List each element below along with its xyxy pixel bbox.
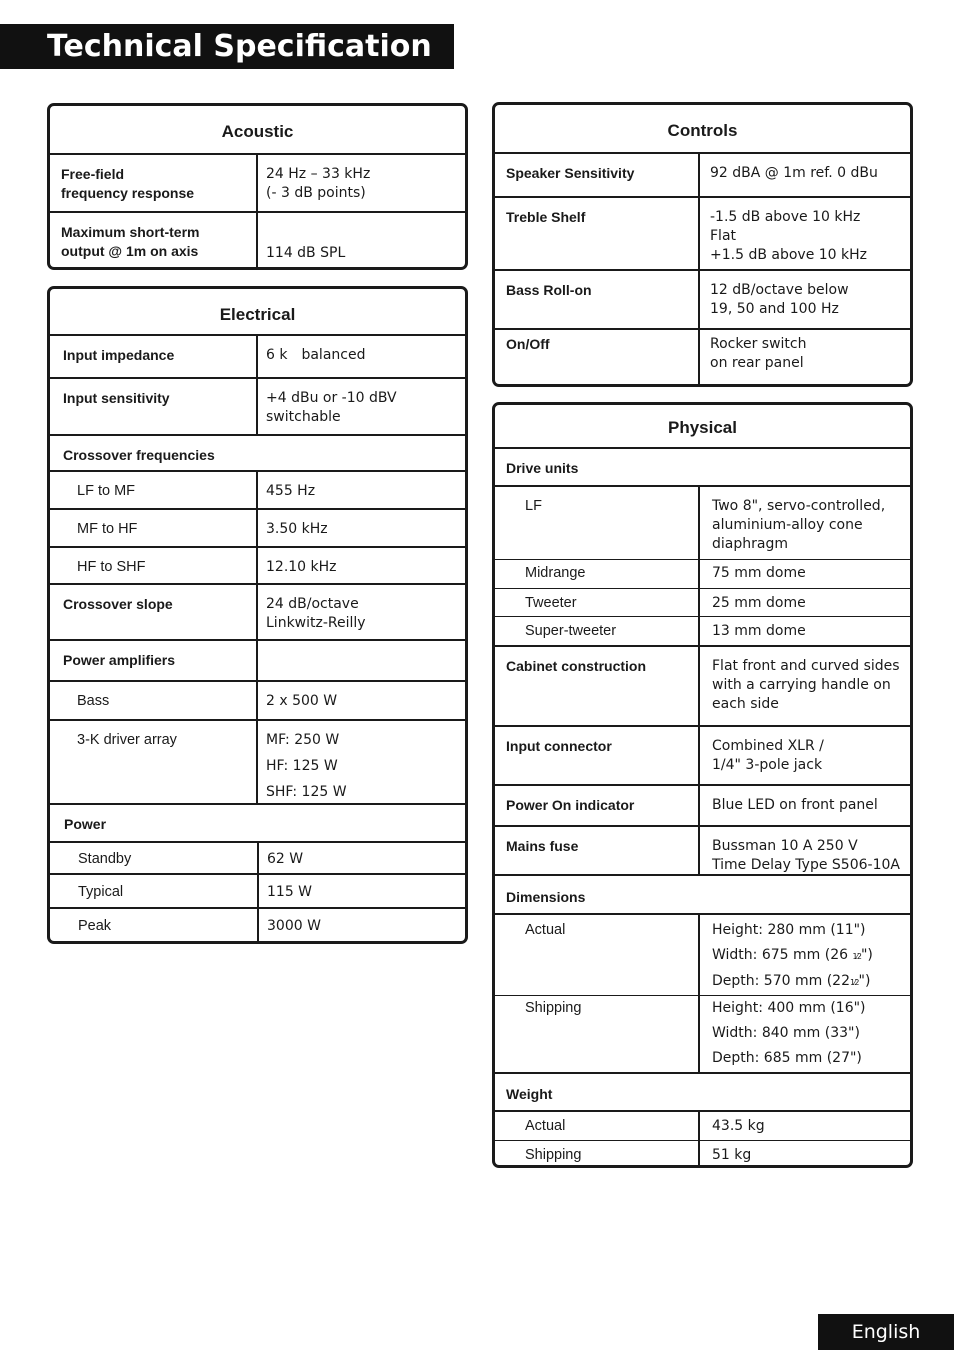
row-label: HF to SHF [50,548,258,583]
table-row [495,996,910,1074]
value-line: each side [712,696,779,712]
value-text: Width: 675 mm (26 [712,947,849,963]
row-label: MF to HF [50,510,258,546]
table-row [50,909,465,944]
value-line: 12 dB/octave below [710,282,849,298]
row-label: Bass [50,682,258,719]
value-text: ") [860,947,873,963]
table-row [50,843,465,875]
electrical-table [47,286,468,944]
table-row [495,589,910,617]
table-row [495,154,910,198]
value-text: Depth: 570 mm (22 [712,973,850,989]
value-line: Combined XLR / [712,738,824,754]
value-line: 3.50 kHz [266,521,328,537]
table-row [50,379,465,436]
section-label: Dimensions [506,889,586,905]
value-line: 75 mm dome [712,565,806,581]
row-value [700,1112,765,1140]
value-line [712,969,873,995]
value-line: 62 W [267,851,304,867]
value-line: Flat front and curved sides [712,658,900,674]
row-value [258,155,370,211]
section-row [495,449,910,487]
table-row [50,472,465,510]
table-row [50,548,465,585]
row-value [700,1141,751,1168]
row-label: LF [495,487,700,559]
row-label: LF to MF [50,472,258,508]
value-line: +1.5 dB above 10 kHz [710,247,868,263]
row-value [259,875,312,907]
row-label: Peak [50,909,259,944]
table-row [50,510,465,548]
row-label: Actual [495,1112,700,1140]
section-row [50,805,465,843]
row-value [258,336,365,377]
table-row [495,198,910,271]
value-line: 24 dB/octave [266,596,359,612]
value-text: ") [858,973,871,989]
table-row [495,560,910,589]
row-value [700,560,806,588]
row-value [700,198,867,269]
value-line: Time Delay Type S506-10A [712,857,900,873]
row-label: Typical [50,875,259,907]
value-line: 43.5 kg [712,1118,765,1134]
value-line: 114 dB SPL [266,245,346,261]
physical-table [492,402,913,1168]
row-label: Speaker Sensitivity [495,154,700,196]
acoustic-heading: Acoustic [50,106,465,155]
row-value [700,827,900,874]
value-line: HF: 125 W [266,758,338,774]
row-label: Crossover slope [50,585,258,639]
value-line: 24 Hz – 33 kHz [266,166,371,182]
value-line: MF: 250 W [266,732,340,748]
table-row [495,827,910,876]
page-title: Technical Specification [0,24,454,69]
row-value [258,721,347,803]
value-line: 25 mm dome [712,595,806,611]
section-row [50,436,465,472]
value-line: aluminium-alloy cone [712,517,863,533]
value-line: 51 kg [712,1147,752,1163]
value-line: 13 mm dome [712,623,806,639]
value-line: Flat [710,228,737,244]
table-row [50,336,465,379]
row-label: Mains fuse [495,827,700,874]
acoustic-table [47,103,468,270]
row-value [258,510,328,546]
row-value [259,909,321,944]
controls-heading: Controls [495,105,910,154]
value-line: SHF: 125 W [266,784,347,800]
row-value [700,915,873,995]
value-line: with a carrying handle on [712,677,891,693]
value-line: Depth: 685 mm (27") [712,1050,862,1066]
row-label: Treble Shelf [495,198,700,269]
language-tab: English [818,1314,954,1350]
value-line: 12.10 kHz [266,559,337,575]
section-row [495,876,910,915]
value-line: Rocker switch [710,336,807,352]
label-line: frequency response [61,185,195,201]
section-label: Drive units [506,460,579,476]
row-value [700,330,806,384]
row-value [258,379,397,434]
electrical-heading: Electrical [50,289,465,336]
value-line: on rear panel [710,355,804,371]
value-line: Height: 400 mm (16") [712,1000,866,1016]
value-line: 3000 W [267,918,321,934]
table-row [50,721,465,805]
table-row [495,271,910,330]
row-value [700,727,824,784]
physical-heading: Physical [495,405,910,449]
value-line: Blue LED on front panel [712,797,878,813]
row-value [258,213,345,270]
row-value [700,647,900,725]
value-line: 115 W [267,884,313,900]
table-row [50,155,465,213]
row-label: Actual [495,915,700,995]
table-row [495,330,910,384]
row-value [259,843,303,873]
row-label: Shipping [495,996,700,1072]
fraction: 1⁄2 [849,978,859,987]
label-line: Maximum short-term [61,224,200,240]
row-label: Shipping [495,1141,700,1168]
value-line: 455 Hz [266,483,316,499]
row-value [258,548,337,583]
value-line: (- 3 dB points) [266,185,366,201]
row-value [700,589,806,616]
section-label: Power amplifiers [50,641,258,680]
row-label: Input sensitivity [50,379,258,434]
table-row [50,585,465,641]
row-value [700,617,806,645]
value-line: +4 dBu or -10 dBV [266,390,397,406]
table-row [495,1112,910,1141]
row-label: Super-tweeter [495,617,700,645]
row-label: On/Off [495,330,700,384]
value-line [712,943,873,969]
row-label: Tweeter [495,589,700,616]
row-value [700,487,885,559]
row-label: Cabinet construction [495,647,700,725]
row-label [50,213,258,270]
value-line: -1.5 dB above 10 kHz [710,209,861,225]
label-line: output @ 1m on axis [61,243,199,259]
value-line: Height: 280 mm (11") [712,922,866,938]
table-row [495,647,910,727]
table-row [495,727,910,786]
table-row [495,487,910,560]
section-label: Crossover frequencies [63,447,215,463]
section-label: Weight [506,1086,553,1102]
row-label: Input connector [495,727,700,784]
value-line: 1/4" 3-pole jack [712,757,823,773]
row-label: Input impedance [50,336,258,377]
row-value [258,472,315,508]
row-value [258,682,337,719]
row-label: Bass Roll-on [495,271,700,328]
section-label: Power [64,816,107,832]
value-line: switchable [266,409,341,425]
table-row [50,682,465,721]
controls-table [492,102,913,387]
value-line: Two 8", servo-controlled, [712,498,886,514]
table-row [50,213,465,270]
table-row [495,786,910,827]
row-value [258,585,366,639]
value-line: 19, 50 and 100 Hz [710,301,839,317]
row-label [50,155,258,211]
table-row [495,1141,910,1168]
row-label: Power On indicator [495,786,700,825]
value-line: diaphragm [712,536,788,552]
value-line: 92 dBA @ 1m ref. 0 dBu [710,165,878,181]
value-line: Width: 840 mm (33") [712,1025,860,1041]
row-value [258,641,266,680]
row-label: Standby [50,843,259,873]
table-row [495,617,910,647]
row-value [700,271,849,328]
row-value [700,154,878,196]
value-line: Bussman 10 A 250 V [712,838,858,854]
section-row [495,1074,910,1112]
label-line: Free-field [61,166,125,182]
row-value [700,786,878,825]
table-row [50,875,465,909]
row-value [700,996,866,1072]
section-row [50,641,465,682]
row-label: Midrange [495,560,700,588]
value-line: 6 k balanced [266,347,366,363]
value-line: 2 x 500 W [266,693,338,709]
fraction: 1⁄2 [852,952,861,961]
table-row [495,915,910,996]
value-line: Linkwitz-Reilly [266,615,366,631]
row-label: 3-K driver array [50,721,258,803]
